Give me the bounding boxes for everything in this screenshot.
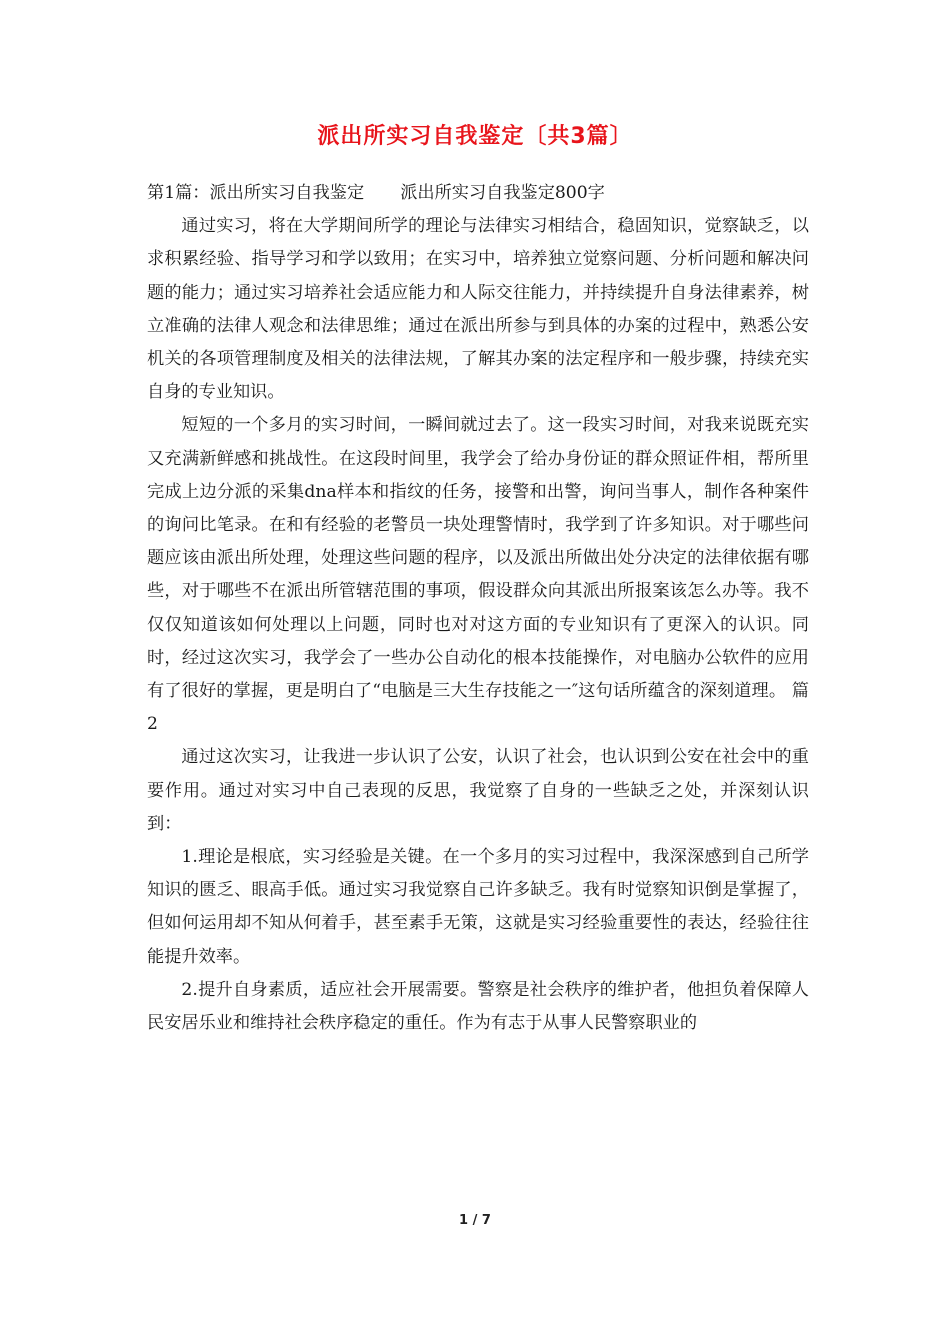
paragraph-5: 2.提升自身素质，适应社会开展需要。警察是社会秩序的维护者，他担负着保障人民安居乐业和维持社会秩序稳定的重任。作为有志于从事人民警察职业的 (147, 979, 809, 1034)
section-subhead (147, 177, 809, 210)
subhead-part-1: 第1篇：派出所实习自我鉴定 (147, 183, 365, 203)
subhead-part-2: 派出所实习自我鉴定800字 (400, 183, 605, 203)
document-title: 派出所实习自我鉴定〔共3篇〕 (317, 124, 633, 149)
document-body (147, 177, 809, 1040)
paragraph-1: 通过实习，将在大学期间所学的理论与法律实习相结合，稳固知识，觉察缺乏，以求积累经验、指导学习和学以致用；在实习中，培养独立觉察问题、分析问题和解决问题的能力；通过实习培养社会适应能力和人际交往能力，并持续提升自身法律素养，树立准确的法律人观念和法律思维；通过在派出所参与到具体的办案的过程中，熟悉公安机关的各项管理制度及相关的法律法规，了解其办案的法定程序和一般步骤，持续充实自身的专业知识。 (147, 216, 809, 403)
paragraph-3: 通过这次实习，让我进一步认识了公安，认识了社会，也认识到公安在社会中的重要作用。通过对实习中自己表现的反思，我觉察了自身的一些缺乏之处，并深刻认识到： (147, 747, 809, 834)
paragraph-4: 1.理论是根底，实习经验是关键。在一个多月的实习过程中，我深深感到自己所学知识的匮乏、眼高手低。通过实习我觉察自己许多缺乏。我有时觉察知识倒是掌握了，但如何运用却不知从何着手，甚至素手无策，这就是实习经验重要性的表达，经验往往能提升效率。 (147, 847, 809, 967)
page-indicator: 1 / 7 (459, 1213, 491, 1228)
paragraph-2: 短短的一个多月的实习时间，一瞬间就过去了。这一段实习时间，对我来说既充实又充满新鲜感和挑战性。在这段时间里，我学会了给办身份证的群众照证件相，帮所里完成上边分派的采集dna样本和指纹的任务，接警和出警，询问当事人，制作各种案件的询问比笔录。在和有经验的老警员一块处理警情时，我学到了许多知识。对于哪些问题应该由派出所处理，处理这些问题的程序，以及派出所做出处分决定的法律依据有哪些，对于哪些不在派出所管辖范围的事项，假设群众向其派出所报案该怎么办等。我不仅仅知道该如何处理以上问题，同时也对对这方面的专业知识有了更深入的认识。同时，经过这次实习，我学会了一些办公自动化的根本技能操作，对电脑办公软件的应用有了很好的掌握，更是明白了“电脑是三大生存技能之一″这句话所蕴含的深刻道理。 篇2 (147, 415, 809, 735)
